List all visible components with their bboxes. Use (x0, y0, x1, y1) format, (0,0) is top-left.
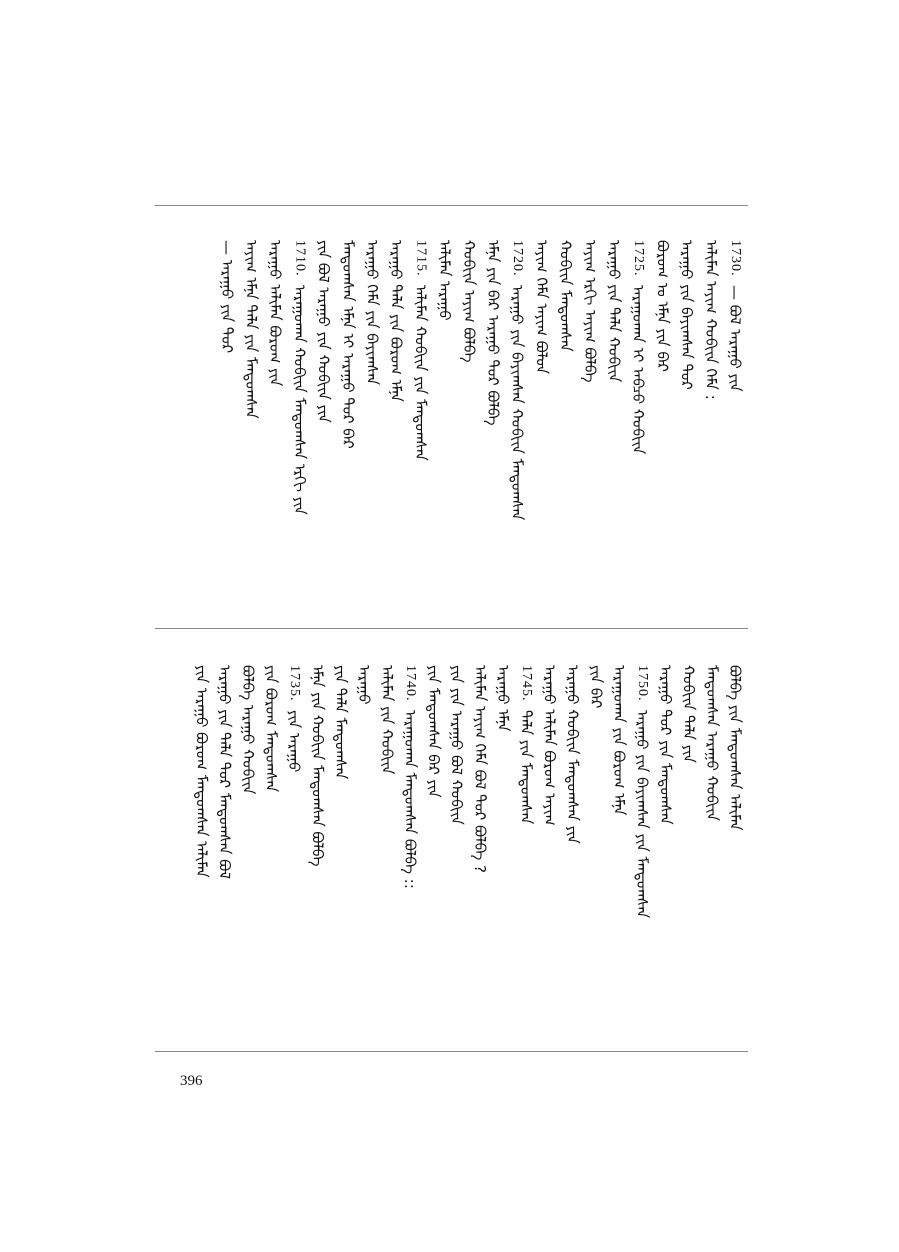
verse-line (265, 240, 285, 386)
verse-text: ᠶᠢᠨ ᠶᠢᠨ ᠠᠷᠠᠭᠤ ᠪᠣᠯ ᠬᠤᠪᠢᠶ᠋ᠠ (447, 665, 466, 825)
verse-line (354, 665, 374, 705)
verse-text: ᠠᠯᠢᠮᠠᠨ ᠬᠤᠪᠢᠶ᠋ᠠ ᠶᠢᠨ ᠮᠠᠨᠳᠤᠭᠰᠠᠨ (411, 284, 430, 461)
line-number: 1715. (413, 240, 429, 277)
bottom-rule (155, 1051, 748, 1052)
line-number: 1735. (287, 665, 303, 702)
verse-text: ᠠᠷᠠᠭᠤ ᠶᠢᠨ ᠲᠠᠯᠠ ᠬᠤᠪᠢᠶ᠋ᠠ (605, 240, 623, 383)
verse-line (679, 665, 699, 763)
verse-text: ᠠᠷᠠᠭᠤᠬᠠᠨ ᠢ ᠠᠪᠴᠤ ᠬᠤᠪᠢᠶ᠋ᠠ (629, 284, 648, 454)
verse-text: ᠠᠷᠠᠭᠤ ᠬᠤᠪᠢᠶ᠋ᠠ ᠮᠠᠨᠳᠤᠭᠰᠠᠨ ᠶᠢᠨ (563, 665, 582, 844)
verse-text: ᠠᠷᠠᠭᠤ ᠡᠮᠨᠡ (494, 665, 512, 732)
verse-text: ᠠᠯᠢᠮᠠᠨ ᠶᠢᠨ ᠬᠤᠪᠢᠶ᠋ᠠ (378, 665, 396, 775)
verse-text: ᠠᠶᠢᠭ ᠡᠷᠬᠢ ᠠᠶᠢᠭ ᠪᠤᠯᠪᠠ (580, 240, 599, 383)
verse-text: ᠠᠷᠠᠭᠤ ᠬᠡᠮᠡ ᠶᠢᠨ ᠪᠠᠶᠢᠭᠰᠠᠨ (363, 240, 381, 385)
verse-line (609, 665, 629, 815)
line-number: 1725. (631, 240, 647, 277)
verse-line (702, 665, 722, 821)
line-number: 1720. (510, 240, 526, 277)
verse-line (331, 665, 351, 779)
verse-text: ᠪᠣᠯᠪᠠ ᠶᠢᠨ ᠮᠠᠨᠳᠤᠭᠰᠠᠨ ᠠᠯᠢᠮᠠᠨ (726, 665, 744, 831)
verse-text: ᠠᠷᠠᠭᠤ ᠶᠢᠨ ᠪᠠᠶᠢᠭᠰᠠᠨ ᠶᠢᠨ ᠮᠠᠨᠳᠤᠭᠰᠠᠨ (633, 709, 652, 918)
verse-line (261, 665, 281, 792)
verse-text: ᠡᠮᠨᠡ ᠶᠢᠨ ᠪᠠᠷ ᠠᠷᠠᠭᠤ ᠲᠤᠷ ᠪᠤᠯᠪᠠ (484, 240, 502, 426)
verse-line (289, 240, 309, 514)
verse-line (447, 665, 467, 825)
verse-line (652, 240, 672, 372)
verse-line (628, 240, 648, 454)
verse-text: ᠶᠢᠨ ᠠᠷᠠᠭᠤ (285, 709, 304, 772)
verse-text: ᠠᠷᠠᠭᠤ (354, 665, 373, 705)
verse-line (314, 240, 334, 423)
verse-line (362, 240, 382, 385)
verse-line (655, 665, 675, 825)
verse-text: ᠶᠢᠨ ᠠᠷᠠᠭᠤ ᠪᠤᠷᠤᠭ ᠮᠠᠨᠳᠤᠭᠰᠠᠨ ᠠᠯᠢᠮᠠᠨ (192, 665, 211, 878)
verse-line (423, 665, 443, 798)
verse-line (238, 665, 258, 794)
verse-text: — ᠠᠷᠠᠭᠤ ᠶᠢᠨ ᠲᠤᠷ (217, 240, 236, 354)
verse-line (604, 240, 624, 382)
verse-line (725, 240, 745, 391)
verse-line (580, 240, 600, 383)
verse-text: ᠠᠯᠢᠮᠠᠨ ᠠᠶᠢᠭ ᠬᠤᠪᠢᠶ᠋ᠠ ᠬᠡᠮᠡ : (701, 240, 720, 400)
verse-line (215, 665, 235, 879)
verse-line (307, 665, 327, 867)
verse-text: ᠮᠠᠨᠳᠤᠭᠰᠠᠨ ᠠᠷᠠᠭᠤ ᠬᠤᠪᠢᠶ᠋ᠠ (702, 665, 721, 821)
line-number: 1750. (635, 665, 651, 702)
line-number: 1745. (519, 665, 535, 702)
verse-line (483, 240, 503, 426)
verse-line (435, 240, 455, 321)
verse-line (563, 665, 583, 844)
verse-line (217, 240, 237, 353)
line-number: 1710. (292, 240, 308, 277)
verse-line (507, 240, 527, 520)
verse-text: ᠠᠷᠠᠭᠤ ᠲᠠᠯᠠ ᠶᠢᠨ ᠪᠤᠷᠤᠭ ᠡᠮᠨᠡ (387, 240, 406, 402)
verse-line (539, 665, 559, 826)
verse-line (701, 240, 721, 400)
verse-line (338, 240, 358, 449)
verse-line (400, 665, 420, 888)
verse-text: ᠲᠠᠯᠠ ᠶᠢᠨ ᠮᠠᠨᠳᠤᠭᠰᠠᠨ (517, 709, 536, 824)
verse-text: ᠠᠷᠠᠭᠤ ᠲᠤᠷ ᠶᠢᠨ ᠮᠠᠨᠳᠤᠭᠰᠠᠨ (656, 665, 675, 825)
verse-line (516, 665, 536, 824)
verse-text: ᠠᠷᠠᠭᠤ ᠠᠯᠢᠮᠠᠨ ᠪᠤᠷᠤᠭ ᠶᠢᠨ (266, 240, 285, 387)
verse-text: ᠠᠯᠢᠮᠠᠨ ᠠᠶᠢᠭ ᠬᠡᠮᠡ ᠪᠣᠯ ᠲᠤᠷ ᠪᠣᠯᠪᠠ ? (470, 665, 489, 873)
upper-verse-block (155, 240, 748, 620)
verse-text: ᠶᠢᠨ ᠮᠠᠨᠳᠤᠭᠰᠠᠨ ᠪᠠᠷ ᠶᠢᠨ (424, 665, 443, 798)
verse-line (470, 665, 490, 873)
verse-line (531, 240, 551, 374)
verse-line (241, 240, 261, 419)
line-number: 1740. (403, 665, 419, 702)
verse-line (377, 665, 397, 774)
verse-text: ᠬᠤᠪᠢᠶ᠋ᠠ ᠮᠠᠨᠳᠤᠭᠰᠠᠨ (556, 240, 575, 352)
verse-text: ᠠᠷᠠᠭᠤᠬᠠᠨ ᠶᠢᠨ ᠪᠤᠷᠤᠭ ᠡᠮᠨᠡ (610, 665, 628, 816)
verse-line (632, 665, 652, 918)
verse-line (459, 240, 479, 363)
verse-text: ᠪᠤᠯᠪᠠ ᠠᠷᠠᠭᠤ ᠬᠤᠪᠢᠶ᠋ᠠ (238, 665, 257, 795)
top-rule (155, 205, 748, 206)
verse-text: ᠶᠢᠨ ᠲᠠᠯᠠ ᠮᠠᠨᠳᠤᠭᠰᠠᠨ (331, 665, 350, 780)
verse-text: ᠠᠷᠠᠭᠤ ᠠᠯᠢᠮᠠᠨ ᠪᠤᠷᠤᠭ ᠠᠶᠢᠭ (540, 665, 559, 826)
verse-line (191, 665, 211, 878)
verse-line (556, 240, 576, 352)
lower-verse-block (155, 665, 748, 1045)
page-number: 396 (180, 1073, 203, 1089)
verse-text: ᠠᠶᠢᠭ ᠡᠮᠨᠡ ᠲᠠᠯᠠ ᠶᠢᠨ ᠮᠠᠨᠳᠤᠭᠰᠠᠨ (242, 240, 260, 419)
middle-rule (155, 628, 748, 629)
line-number: 1730. (728, 240, 743, 277)
verse-line (284, 665, 304, 772)
verse-text: ᠬᠤᠪᠢᠶ᠋ᠠ ᠠᠶᠢᠭ ᠪᠣᠯᠪᠠ (459, 240, 478, 363)
verse-text: ᠠᠶᠢᠭ ᠬᠡᠮᠡ ᠠᠶᠢᠭ ᠪᠣᠯᠤᠨ (532, 240, 551, 375)
verse-text: ᠶᠢᠨ ᠪᠣᠯ ᠠᠷᠠᠭᠤ ᠶᠢᠨ ᠬᠤᠪᠢᠶ᠋ᠠ ᠶᠢᠨ (314, 240, 333, 423)
verse-text: — ᠪᠣᠯ ᠠᠷᠠᠭᠤ ᠶᠢᠨ (726, 284, 744, 392)
verse-text: ᠠᠷᠠᠭᠤ ᠶᠢᠨ ᠲᠠᠯᠠ ᠲᠤᠷ ᠮᠠᠨᠳᠤᠭᠰᠠᠨ ᠪᠣᠯ (215, 665, 234, 879)
verse-text: ᠬᠤᠪᠢᠶ᠋ᠠ ᠲᠠᠯᠠ ᠶᠢᠨ (679, 665, 698, 763)
verse-text: ᠪᠤᠷᠤᠭ ᠤ ᠡᠮᠨᠡ ᠶᠢᠨ ᠪᠠᠷ (653, 240, 672, 372)
verse-text: ᠡᠮᠨᠡ ᠶᠢᠨ ᠬᠤᠪᠢᠶ᠋ᠠ ᠮᠠᠨᠳᠤᠭᠰᠠᠨ ᠪᠣᠯᠪᠠ (308, 665, 327, 867)
verse-line (493, 665, 513, 732)
verse-line (410, 240, 430, 460)
verse-line (725, 665, 745, 831)
verse-text: ᠠᠯᠢᠮᠠᠨ ᠠᠷᠠᠭᠤ (435, 240, 454, 321)
verse-text: ᠠᠷᠠᠭᠤ ᠶᠢᠨ ᠪᠠᠶᠢᠭᠰᠠᠨ ᠲᠤᠷ (677, 240, 696, 390)
verse-line (586, 665, 606, 708)
verse-text: ᠶᠢᠨ ᠪᠠᠷ (586, 665, 605, 709)
verse-text: ᠠᠷᠠᠭᠤᠬᠠᠨ ᠮᠠᠨᠳᠤᠭᠰᠠᠨ ᠪᠣᠯᠪᠠ :: (401, 709, 420, 889)
verse-line (386, 240, 406, 402)
verse-text: ᠠᠷᠠᠭᠤᠬᠠᠨ ᠬᠤᠪᠢᠶ᠋ᠠ ᠮᠠᠨᠳᠤᠭᠰᠠᠨ ᠡᠷᠬᠢ ᠶᠢᠨ (290, 284, 309, 515)
verse-line (677, 240, 697, 390)
verse-text: ᠠᠷᠠᠭᠤ ᠶᠢᠨ ᠪᠠᠶᠢᠭᠰᠠᠨ ᠬᠤᠪᠢᠶ᠋ᠠ ᠮᠠᠨᠳᠤᠭᠰᠠᠨ (508, 284, 527, 520)
verse-text: ᠶᠢᠨ ᠪᠤᠷᠤᠭ ᠮᠠᠨᠳᠤᠭᠰᠠᠨ (262, 665, 280, 793)
verse-text: ᠮᠠᠨᠳᠤᠭᠰᠠᠨ ᠡᠮᠨᠡ ᠢ ᠠᠷᠠᠭᠤ ᠲᠤᠷ ᠪᠠᠷ (338, 240, 357, 449)
